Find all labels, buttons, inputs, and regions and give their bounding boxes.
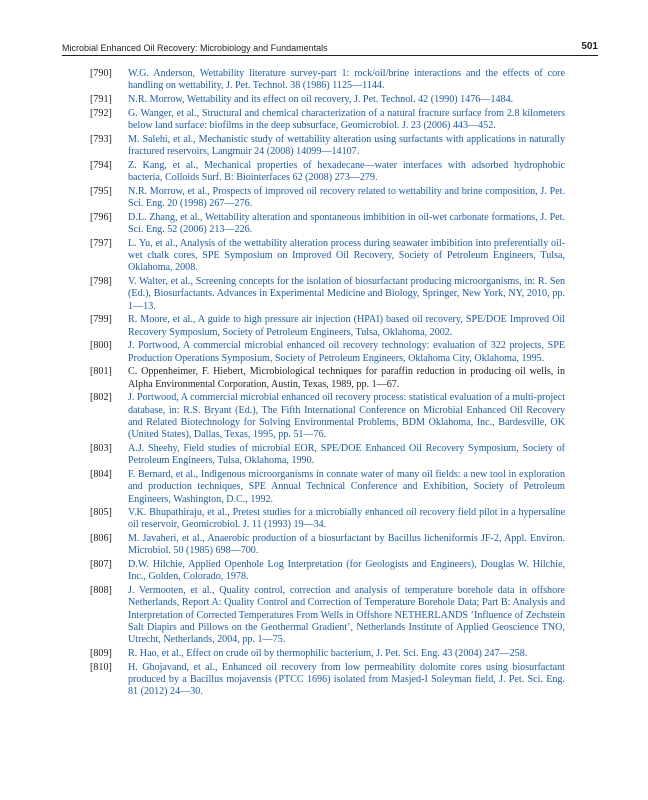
reference-item: [90, 238, 565, 275]
reference-item: [90, 392, 565, 441]
reference-item: [90, 212, 565, 237]
running-header: [62, 40, 598, 56]
reference-text[interactable]: D.W. Hilchie, Applied Openhole Log Interpretation (for Geologists and Engineers), Douglas W. Hilchie, Inc., Golden, Colorado, 1978.: [128, 559, 565, 583]
reference-number: [807]: [90, 559, 112, 571]
reference-text[interactable]: Z. Kang, et al., Mechanical properties of hexadecane—water interfaces with adsorbed hydrophobic bacteria, Colloids Surf. B: Biointerfaces 62 (2008) 273—279.: [128, 159, 565, 183]
page-number: 501: [581, 41, 598, 52]
reference-text[interactable]: R. Hao, et al., Effect on crude oil by thermophilic bacterium, J. Pet. Sci. Eng. 43 (2004) 247—258.: [128, 648, 528, 660]
reference-text: C. Oppenheimer, F. Hiebert, Microbiological techniques for paraffin reduction in producing oil wells, in Alpha Environmental Corporation, Austin, Texas, 1989, pp. 1—67.: [128, 366, 565, 390]
reference-number: [809]: [90, 648, 112, 660]
reference-text[interactable]: G. Wanger, et al., Structural and chemical characterization of a natural fracture surface from 2.8 kilometers below land surface: biofilms in the deep subsurface, Geomicrobiol. J. 23 (2006) 443—452.: [128, 107, 565, 131]
reference-text[interactable]: J. Portwood, A commercial microbial enhanced oil recovery technology: evaluation of 322 projects, SPE Production Operations Symposium, Society of Petroleum Engineers, Oklahoma City, Oklahoma, 1995.: [128, 340, 565, 364]
reference-item: [90, 108, 565, 133]
reference-number: [797]: [90, 237, 112, 249]
header-rule: [62, 55, 598, 56]
reference-text[interactable]: L. Yu, et al., Analysis of the wettability alteration process during seawater imbibition into preferentially oil-wet chalk cores, SPE Symposium on Improved Oil Recovery, Society of Petroleum Engineers, Tulsa, Oklahoma, 2008.: [128, 237, 565, 274]
reference-item: [90, 276, 565, 313]
reference-item: [90, 314, 565, 339]
reference-item: [90, 469, 565, 506]
reference-text[interactable]: M. Javaheri, et al., Anaerobic production of a biosurfactant by Bacillus licheniformis JF-2, Appl. Environ. Microbiol. 50 (1985) 698—700.: [128, 533, 565, 557]
reference-item: [90, 559, 565, 584]
reference-text[interactable]: V.K. Bhupathiraju, et al., Pretest studies for a microbially enhanced oil recovery field pilot in a hypersaline oil reservoir, Geomicrobiol. J. 11 (1993) 19—34.: [128, 507, 565, 531]
reference-text[interactable]: R. Moore, et al., A guide to high pressure air injection (HPAI) based oil recovery, SPE/DOE Improved Oil Recovery Symposium, Society of Petroleum Engineers, Tulsa, Oklahoma, 2002.: [128, 314, 565, 338]
reference-text[interactable]: W.G. Anderson, Wettability literature survey-part 1: rock/oil/brine interactions and the effects of core handling on wettability, J. Pet. Technol. 38 (1986) 1125—1144.: [128, 68, 565, 92]
reference-text[interactable]: N.R. Morrow, et al., Prospects of improved oil recovery related to wettability and brine composition, J. Pet. Sci. Eng. 20 (1998) 267—276.: [128, 185, 565, 209]
reference-number: [802]: [90, 392, 112, 404]
reference-item: [90, 585, 565, 647]
reference-item: [90, 662, 565, 699]
reference-number: [793]: [90, 133, 112, 145]
reference-number: [808]: [90, 585, 112, 597]
reference-item: [90, 134, 565, 159]
reference-item: [90, 160, 565, 185]
reference-item: [90, 68, 565, 93]
reference-number: [796]: [90, 211, 112, 223]
reference-number: [790]: [90, 68, 112, 79]
reference-text[interactable]: A.J. Sheehy, Field studies of microbial EOR, SPE/DOE Enhanced Oil Recovery Symposium, Society of Petroleum Engineers, Tulsa, Oklahoma, 1990.: [128, 442, 565, 467]
reference-text[interactable]: H. Ghojavand, et al., Enhanced oil recovery from low permeability dolomite cores using biosurfactant produced by a Bacillus mojavensis (PTCC 1696) isolated from Masjed-I Soleyman field, J. Pet. Sci. Eng. 81 (2012) 24—30.: [128, 661, 565, 698]
reference-text[interactable]: N.R. Morrow, Wettability and its effect on oil recovery, J. Pet. Technol. 42 (1990) 1476—1484.: [128, 93, 514, 105]
reference-number: [798]: [90, 275, 112, 287]
reference-item: [90, 94, 565, 106]
reference-text[interactable]: V. Walter, et al., Screening concepts for the isolation of biosurfactant producing microorganisms, in: R. Sen (Ed.), Biosurfactants. Advances in Experimental Medicine and Biology, Springer, New York, NY, 2010, pp. 1—13.: [128, 275, 565, 312]
reference-number: [810]: [90, 661, 112, 673]
journal-title: Microbial Enhanced Oil Recovery: Microbiology and Fundamentals: [62, 43, 328, 53]
reference-number: [792]: [90, 107, 112, 119]
reference-list: [90, 68, 565, 700]
reference-item: [90, 340, 565, 365]
reference-number: [801]: [90, 366, 112, 378]
reference-number: [806]: [90, 533, 112, 545]
reference-item: [90, 533, 565, 558]
reference-number: [799]: [90, 314, 112, 326]
reference-item: [90, 366, 565, 391]
reference-number: [794]: [90, 159, 112, 171]
reference-item: [90, 648, 565, 660]
reference-item: [90, 186, 565, 211]
reference-text[interactable]: D.L. Zhang, et al., Wettability alteration and spontaneous imbibition in oil-wet carbonate formations, J. Pet. Sci. Eng. 52 (2006) 213—226.: [128, 211, 565, 235]
reference-number: [803]: [90, 442, 112, 454]
reference-number: [791]: [90, 93, 112, 105]
reference-item: [90, 507, 565, 532]
reference-text[interactable]: F. Bernard, et al., Indigenous microorganisms in connate water of many oil fields: a new tool in exploration and production techniques, SPE Annual Technical Conference and Exhibition, Society of Petroleum Engineers, Washington, D.C., 1992.: [128, 468, 565, 505]
reference-number: [805]: [90, 507, 112, 519]
reference-number: [795]: [90, 185, 112, 197]
reference-number: [804]: [90, 468, 112, 480]
reference-item: [90, 443, 565, 468]
reference-text[interactable]: J. Vermooten, et al., Quality control, correction and analysis of temperature borehole data in offshore Netherlands, Report A: Quality Control and Correction of Temperature Borehole Data; Part B: Analysis and Interpretation of Corrected Temperatures From Wells in Offshore NETHERLANDS ‘Influence of Zechstein Salt Diapirs and Pillows on the Geothermal Gradient’, Netherlands Institute of Applied Geoscience TNO, Utrecht, Netherlands, 2004, pp. 1—75.: [128, 585, 565, 646]
reference-text[interactable]: J. Portwood, A commercial microbial enhanced oil recovery process: statistical evaluation of a multi-project database, in: R.S. Bryant (Ed.), The Fifth International Conference on Microbial Enhanced Oil Recovery and Related Biotechnology for Solving Environmental Problems, BDM Oklahoma, Inc., Bardesville, OK (United States), Dallas, Texas, 1995, pp. 51—76.: [128, 392, 565, 441]
reference-text[interactable]: M. Salehi, et al., Mechanistic study of wettability alteration using surfactants with applications in naturally fractured reservoirs, Langmuir 24 (2008) 14099—14107.: [128, 133, 565, 157]
reference-number: [800]: [90, 340, 112, 352]
